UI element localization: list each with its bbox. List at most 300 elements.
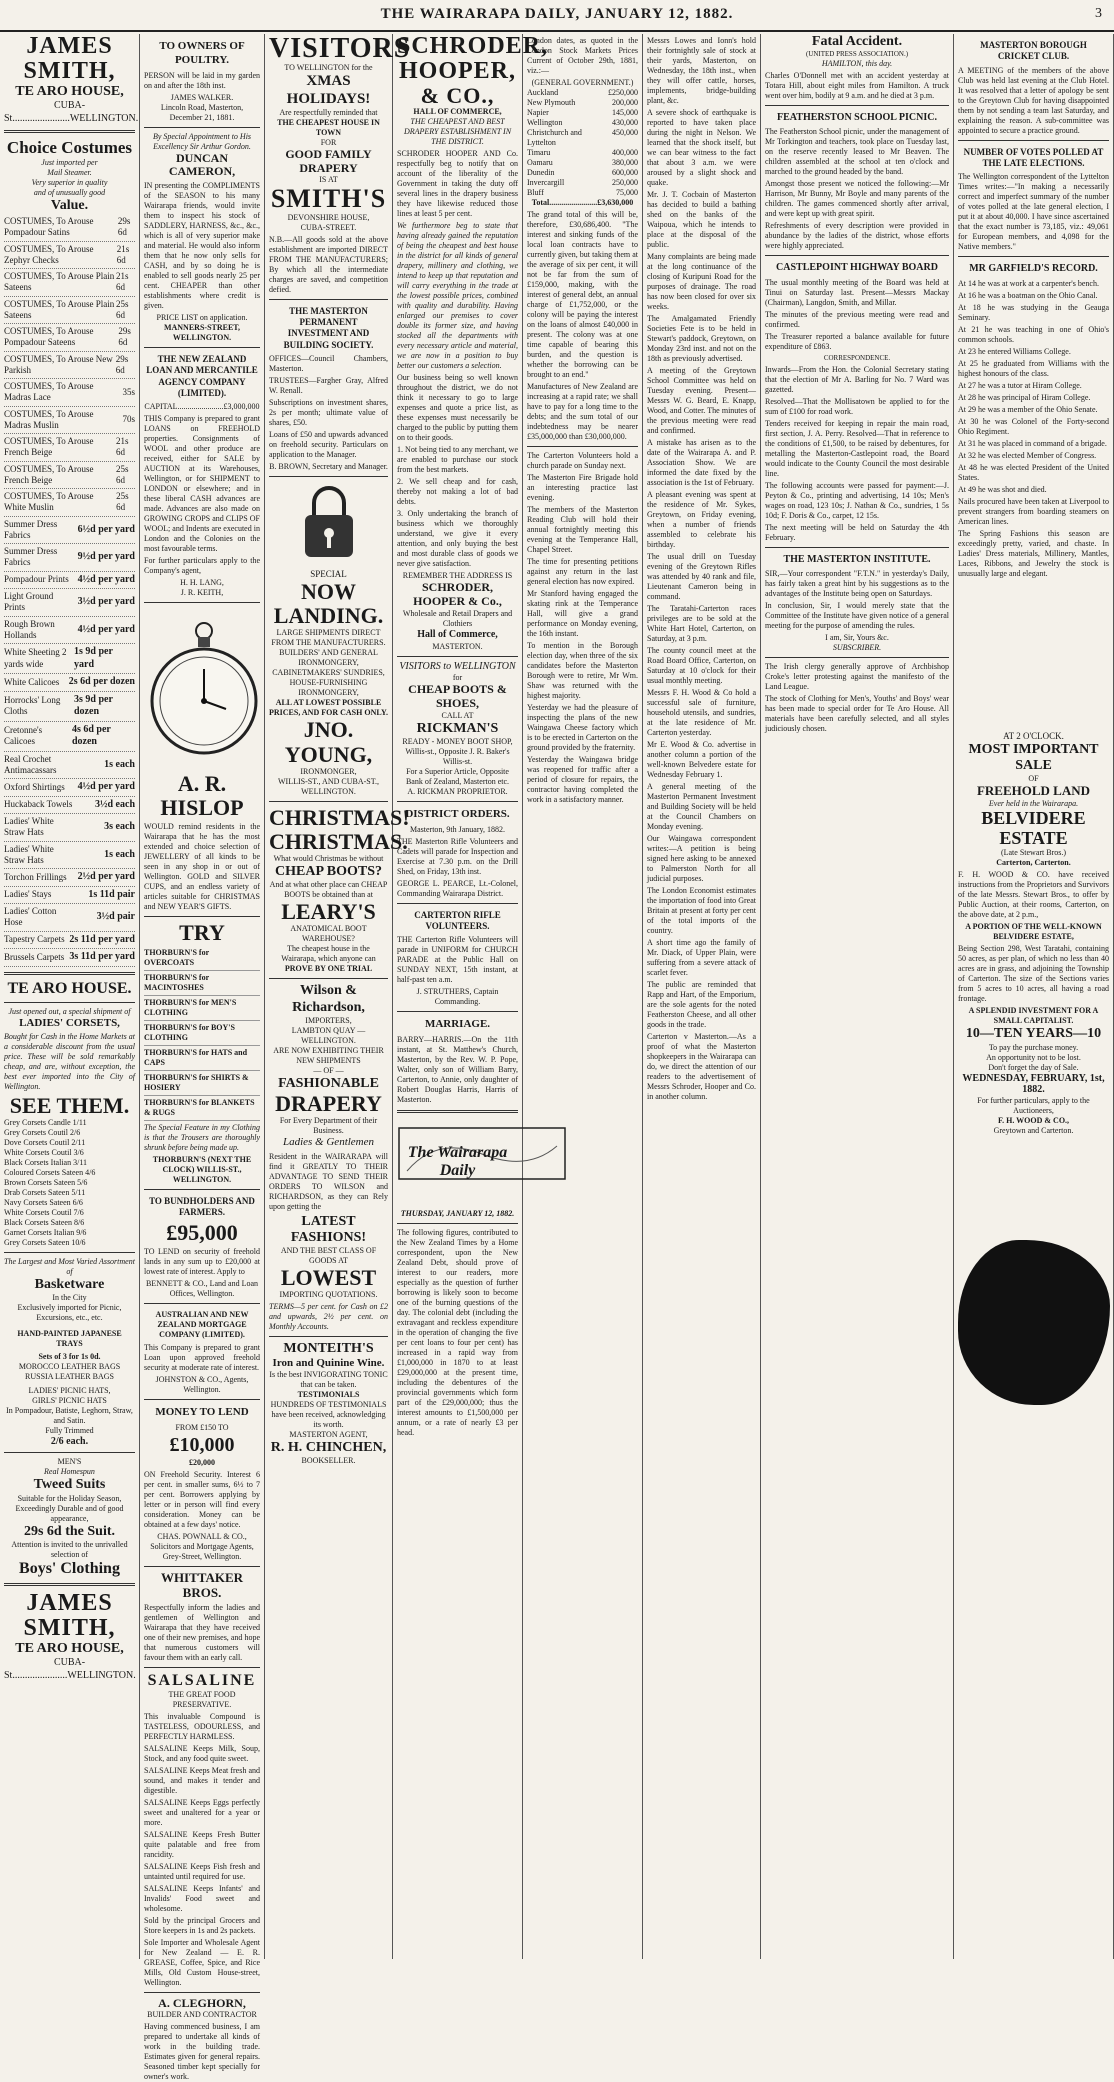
notice-body: BARRY—HARRIS.—On the 11th instant, at St. Matthew's Church, Masterton, by the Rev. W. P. Pope, Walter, only son of William Barry, Carterton, to Annie, only daughter of Robert Douglas Harris, Harris of Masterton. xyxy=(397,1034,518,1104)
goods-row xyxy=(4,544,135,572)
news-body: A mistake has arisen as to the date of the Wairarapa A. and P. Association Show. We are informed the date fixed by the association is the 1st of February. xyxy=(647,438,756,487)
goods-price: 3½d pair xyxy=(96,911,135,923)
goods-row xyxy=(4,752,135,780)
garfield-line: At 48 he was elected President of the United States. xyxy=(958,462,1109,482)
corset-row: White Corsets Coutil 3/6 xyxy=(4,1147,84,1157)
goods-price: 3s 9d per dozen xyxy=(74,693,113,718)
ad-line: Is the best INVIGORATING TONIC that can be taken. xyxy=(269,1369,388,1389)
ad-heading: THE NEW ZEALAND LOAN AND MERCANTILE AGENCY COMPANY (LIMITED). xyxy=(146,354,258,398)
corset-row: Drab Corsets Sateen 5/11 xyxy=(4,1187,86,1197)
news-body: Refreshments of every description were provided in abundance by the ladies of the district, whose efforts were highly appreciated. xyxy=(765,221,949,251)
ad-heading: LATEST FASHIONS! xyxy=(290,1213,367,1245)
garfield-line: At 27 he was a tutor at Hiram College. xyxy=(958,380,1082,390)
hats-line: GIRLS' PICNIC HATS xyxy=(32,1395,107,1405)
goods-price: 4s 6d per dozen xyxy=(71,723,111,748)
news-body: The Carterton Volunteers hold a church parade on Sunday next. xyxy=(527,451,638,470)
loan-value: 75,000 xyxy=(616,188,638,197)
loan-name: Dunedin xyxy=(527,168,555,177)
ad-body: TO LEND on security of freehold lands in any sum up to £20,000 at lowest rate of interest. Apply to xyxy=(144,1247,260,1277)
news-body: Messrs Lowes and Ionn's hold their fortnightly sale of stock at their yards, Masterton, on Wednesday, the 18th inst., when they will offer cattle, horses, implements, bridge-building plant, &c. xyxy=(647,36,756,105)
ad-body: This invaluable Compound is TASTELESS, ODOURLESS, and PERFECTLY HARMLESS. xyxy=(144,1711,260,1741)
corset-row: Dove Corsets Coutil 2/11 xyxy=(4,1137,86,1147)
garfield-line: At 49 he was shot and died. xyxy=(958,484,1047,494)
news-body: A general meeting of the Masterton Permanent Investment and Building Society will be held at the Council Chambers on Monday evening. xyxy=(647,782,756,831)
ad-heading: XMAS HOLIDAYS! xyxy=(286,73,371,107)
ad-line: MASTERTON AGENT, xyxy=(289,1429,368,1439)
news-body: Yesterday the Waingawa bridge was reopened for traffic after a period of closure for repairs, the contractor having completed the work in a satisfactory manner. xyxy=(527,755,638,804)
goods-row xyxy=(4,589,135,617)
ad-body: Sold by the principal Grocers and Store keepers in 1s and 2s packets. xyxy=(144,1915,260,1935)
mens-heading: Tweed Suits xyxy=(33,1477,106,1493)
costume-price: 21s 6d xyxy=(115,436,129,458)
divider xyxy=(144,602,260,603)
appointment-line: By Special Appointment to His Excellency Sir Arthur Gordon. xyxy=(152,131,252,151)
sub-line: Just imported per xyxy=(41,158,98,168)
costume-label: COSTUMES, To Arouse Plain Sateens xyxy=(4,271,115,293)
costume-price: 29s 6d xyxy=(118,326,131,348)
ad-line: Are respectfully reminded that xyxy=(279,107,378,117)
news-heading: FEATHERSTON SCHOOL PICNIC. xyxy=(777,111,937,123)
divider xyxy=(269,476,388,477)
bags-line: MOROCCO LEATHER BAGS xyxy=(18,1361,121,1371)
ad-line: HUNDREDS OF TESTIMONIALS have been received, acknowledging its worth. xyxy=(270,1399,387,1429)
news-body: The minutes of the previous meeting were read and confirmed. xyxy=(765,309,949,329)
costume-label: COSTUMES, To Arouse Pompadour Satins xyxy=(4,216,94,238)
costume-row xyxy=(4,489,135,517)
ad-line: FOR xyxy=(320,137,337,147)
ad-line: IRONMONGER, xyxy=(300,766,357,776)
ad-line: ARE NOW EXHIBITING THEIR NEW SHIPMENTS xyxy=(273,1045,384,1065)
ad-signature: J. R. KEITH, xyxy=(180,588,224,598)
special-label: SPECIAL xyxy=(310,568,347,579)
news-body: A MEETING of the members of the above Club was held last evening at the Club Hotel. It was resolved that a letter of apology be sent to the Greytown Club for having disappointed them by not sending a team last Saturday, and explaining the reason. A sub-committee was appointed to secure a practice ground. xyxy=(958,65,1109,135)
news-body: The county council meet at the Road Board Office, Carterton, on Saturday at 10 o'clock for their usual monthly meeting. xyxy=(647,646,756,685)
ad-signature: H. H. LANG, xyxy=(180,578,224,588)
divider xyxy=(397,903,518,904)
money-amount-small: £20,000 xyxy=(189,1458,215,1468)
loan-row xyxy=(527,128,638,148)
loan-name: Timaru xyxy=(527,148,551,157)
shop-name: TE ARO HOUSE, xyxy=(15,1641,124,1657)
ad-body: Resident in the WAIRARAPA will find it GREATLY TO THEIR ADVANTAGE TO SEND THEIR ORDERS TO WILSON and RICHARDSON, as they can Rely upon getting the xyxy=(269,1151,388,1211)
corset-row: Brown Corsets Sateen 5/6 xyxy=(4,1177,88,1187)
loan-value: £250,000 xyxy=(608,88,638,97)
news-body: The following accounts were passed for payment:—J. Peyton & Co., printing and advertising, 14 10s; Men's wages on road, 123 10s; J. Nathan & Co., sundries, 1 5s 10d; F. Doris & Co., carpet, 12 15s. xyxy=(765,480,949,520)
costume-price: 25s 6d xyxy=(116,491,129,513)
ad-body: Loans of £50 and upwards advanced on freehold security. Particulars on application to the Manager. xyxy=(269,429,388,459)
ad-line: CAPITAL.......................£3,000,000 xyxy=(144,402,260,412)
notice-heading: MARRIAGE. xyxy=(424,1018,491,1030)
news-body: The next meeting will be held on Saturday the 4th February. xyxy=(765,522,949,542)
goods-row xyxy=(4,674,135,692)
ad-signature: CHAS. POWNALL & CO., Solicitors and Mortgage Agents, Grey-Street, Wellington. xyxy=(150,1532,254,1562)
letter-signature: SUBSCRIBER. xyxy=(832,643,882,653)
loan-value: 200,000 xyxy=(612,98,638,107)
salsaline-line: SALSALINE Keeps Fish fresh and untainted until required for use. xyxy=(144,1861,260,1881)
ad-line: TESTIMONIALS xyxy=(297,1389,360,1399)
newspaper-title: THE WAIRARAPA DAILY, JANUARY 12, 1882. xyxy=(380,6,734,22)
loan-name: Wellington xyxy=(527,118,563,127)
divider xyxy=(765,255,949,256)
news-body: The Taratahi-Carterton races privileges are to be sold at the White Hart Hotel, Carterton, on Saturday, at 3 p.m. xyxy=(647,604,756,643)
goods-price: 2s 11d per yard xyxy=(69,933,135,945)
news-body: A meeting of the Greytown School Committee was held on Tuesday evening. Present—Messrs W. G. Beard, E. Knapp, Wood, and Cotter. The minutes of the previous meeting were read and confirmed. xyxy=(647,366,756,435)
blot-spacer xyxy=(958,581,1109,731)
goods-price: 1s 11d pair xyxy=(88,888,135,900)
sub-line: and of unusually good xyxy=(33,188,106,198)
ad-line: READY - MONEY BOOT SHOP, Willis-st., Opposite J. R. Baker's Willis-st. xyxy=(402,736,513,766)
ad-body: ON Freehold Security. Interest 6 per cent. in smaller sums, 6½ to 7 per cent. Borrowers applying by letter or in person will find every consideration. Money can be obtained at a few days' notice. xyxy=(144,1470,260,1530)
costume-list xyxy=(4,214,135,517)
news-subheading: CORRESPONDENCE. xyxy=(823,353,891,362)
garfield-line: At 18 he was studying in the Geauga Seminary. xyxy=(958,302,1109,322)
goods-label: Summer Dress Fabrics xyxy=(4,546,58,568)
ad-line: IMPORTING QUOTATIONS. xyxy=(279,1290,378,1300)
goods-price: 2s 6d per dozen xyxy=(68,676,135,688)
letter-body: SIR,—Your correspondent "F.T.N." in yesterday's Daily, has fairly taken a great hint by his suggestions as to the advantages of the Institute being open on Saturdays. xyxy=(765,569,949,599)
mens-line: Real Homespun xyxy=(44,1467,95,1477)
loan-name: Bluff xyxy=(527,188,544,197)
ad-heading: TO BUNDHOLDERS AND FARMERS. xyxy=(149,1195,255,1217)
goods-row xyxy=(4,644,135,674)
ad-line: Ever held in the Wairarapa. xyxy=(988,798,1079,808)
goods-price: 9½d per yard xyxy=(77,551,135,563)
loan-value: 430,000 xyxy=(612,118,638,127)
divider xyxy=(958,140,1109,141)
ad-heading: CHEAP BOOTS & SHOES, xyxy=(408,682,507,710)
ad-line: LARGE SHIPMENTS DIRECT FROM THE MANUFACTURERS. xyxy=(271,628,386,648)
news-body: Mr Stanford having engaged the skating rink at the Temperance Hall, will give a grand performance on Monday evening, the 16th instant. xyxy=(527,589,638,638)
goods-row xyxy=(4,842,135,870)
divider xyxy=(144,916,260,917)
loan-name: Invercargill xyxy=(527,178,565,187)
goods-row xyxy=(4,904,135,932)
advertiser-name: SCHRODER, HOOPER & Co., xyxy=(413,580,502,609)
page-number: 3 xyxy=(1095,6,1102,21)
news-body: Carterton v Masterton.—As a proof of what the Masterton shopkeepers in the Wairarapa can do, we direct the attention of our readers to the advertisement of Messrs Schroder, Hooper and Co. in another column. xyxy=(647,1032,756,1101)
ad-body: THIS Company is prepared to grant LOANS on FREEHOLD properties. Consignments of WOOL and other produce are received, either for SALE by AUCTION at its Warehouses, Wellington, or for SHIPMENT to LONDON or elsewhere; and in these liberal CASH advances are made. Advances are also made on GROWING CROPS and CLIPS OF WOOL; and Indents are executed in London and the Colonies on the most favourable terms. xyxy=(144,414,260,554)
divider xyxy=(765,547,949,548)
divider xyxy=(144,1992,260,1993)
ad-signature: B. BROWN, Secretary and Manager. xyxy=(269,461,388,471)
advertiser-name: DUNCAN CAMERON, xyxy=(168,150,236,179)
divider xyxy=(4,1252,135,1253)
news-dateline: HAMILTON, this day. xyxy=(821,58,893,68)
salsaline-list xyxy=(144,1744,260,1914)
ad-heading-visitors: VISITORS xyxy=(269,33,411,64)
corset-intro: Just opened out, a special shipment of xyxy=(8,1007,131,1016)
ad-line: ANATOMICAL BOOT WAREHOUSE? xyxy=(290,924,367,944)
goods-row xyxy=(4,887,135,905)
shop-address: CUBA-St......................WELLINGTON. xyxy=(4,1657,136,1681)
news-body: Mr E. Wood & Co. advertise in another column a portion of the well-known Belvedere estate for Wednesday February 1. xyxy=(647,740,756,779)
ad-line: (Late Stewart Bros.) xyxy=(1000,848,1067,858)
garfield-line: At 29 he was a member of the Ohio Senate. xyxy=(958,404,1098,414)
costume-label: COSTUMES, To Arouse Zephyr Checks xyxy=(4,243,94,265)
ad-body: OFFICES—Council Chambers, Masterton. xyxy=(269,353,388,373)
goods-row xyxy=(4,869,135,887)
goods-label: Tapestry Carpets xyxy=(4,934,65,945)
goods-row xyxy=(4,617,135,645)
notice-signature: J. STRUTHERS, Captain Commanding. xyxy=(416,987,499,1006)
news-heading: Fatal Accident. xyxy=(811,34,903,49)
sale-date: WEDNESDAY, FEBRUARY, 1st, 1882. xyxy=(962,1072,1105,1096)
corset-row: Grey Corsets Sateen 10/6 xyxy=(4,1237,86,1247)
garfield-line: At 30 he was Colonel of the Forty-second Ohio Regiment. xyxy=(958,416,1109,436)
news-heading: MR GARFIELD'S RECORD. xyxy=(969,263,1098,274)
masthead xyxy=(0,0,1114,32)
news-subheading: (UNITED PRESS ASSOCIATION.) xyxy=(805,50,909,59)
issue-date: THURSDAY, JANUARY 12, 1882. xyxy=(400,1208,515,1218)
ad-heading: NOW LANDING. xyxy=(273,579,384,629)
advertiser-name: A. R. HISLOP xyxy=(160,771,244,821)
goods-price: 6½d per yard xyxy=(77,523,135,535)
advertiser-name: JNO. YOUNG, xyxy=(284,717,373,767)
ad-line: Lincoln Road, Masterton, xyxy=(160,102,244,112)
divider xyxy=(144,1189,260,1190)
ad-body: Having commenced business, I am prepared to undertake all kinds of work in the building trade. Estimates given for general repairs. Seasoned timber kept specially for owner's work. xyxy=(144,2022,260,2082)
ad-signature: BENNETT & CO., Land and Loan Offices, Wellington. xyxy=(145,1279,259,1299)
costume-label: COSTUMES, To Arouse Pompadour Sateens xyxy=(4,326,94,348)
advertiser-name: SCHRODER, xyxy=(397,33,549,59)
costume-label: COSTUMES, To Arouse White Muslin xyxy=(4,491,94,513)
news-body: London dates, as quoted in the London Stock Markets Prices Current of October 29th, 1881, viz.:— xyxy=(527,36,638,75)
news-body: The Masterton Fire Brigade hold an interesting practice last evening. xyxy=(527,473,638,502)
loans-total: Total........................£3,630,000 xyxy=(531,198,634,207)
sub-line: Value. xyxy=(50,198,89,214)
news-body: Yesterday we had the pleasure of inspecting the plans of the new Waingawa Cheese factory which is to be erected in Carterton on the ground provided by the fraternity. xyxy=(527,703,638,752)
hats-line: In Pompadour, Batiste, Leghorn, Straw, and Satin. xyxy=(6,1405,133,1425)
costume-price: 25s 6d xyxy=(115,463,129,485)
divider xyxy=(397,656,518,657)
ad-line: DEVONSHIRE HOUSE, xyxy=(287,212,370,222)
salsaline-line: SALSALINE Keeps Meat fresh and sound, and makes it tender and digestible. xyxy=(144,1765,260,1795)
goods-price: 4½d per yard xyxy=(77,623,135,635)
ad-heading: LOWEST xyxy=(280,1264,377,1290)
divider xyxy=(144,1667,260,1668)
loan-value: 600,000 xyxy=(612,168,638,177)
divider xyxy=(958,256,1109,257)
ad-heading: CHRISTMAS! xyxy=(269,804,410,830)
corset-row: Black Corsets Sateen 8/6 xyxy=(4,1217,85,1227)
corset-row: Coloured Corsets Sateen 4/6 xyxy=(4,1167,96,1177)
advertiser-name: JAMES SMITH, xyxy=(23,33,116,85)
mens-price: 29s 6d the Suit. xyxy=(23,1523,116,1539)
divider xyxy=(144,127,260,128)
goods-label: Rough Brown Hollands xyxy=(4,618,55,640)
costume-row xyxy=(4,434,135,462)
costume-label: COSTUMES, To Arouse New Parkish xyxy=(4,353,113,375)
news-body: A severe shock of earthquake is reported to have taken place during the night in Nelson. We learned that the shock itself, but we can bear witness to the fact that about 3 a.m. we were aroused by a slight shock and quake. xyxy=(647,108,756,187)
ad-line: BUILDERS' AND GENERAL IRONMONGERY, CABINETMAKERS' SUNDRIES, HOUSE-FURNISHING IRONMONGERY, xyxy=(272,648,385,698)
ad-body: Our business being so well known throughout the district, we do not think it necessary to go to large expenses and quote a price list, as these expenses must necessarily be charged to the public by putting them on to their goods. xyxy=(397,373,518,443)
thorburn-line: THORBURN'S for SHIRTS & HOSIERY xyxy=(144,1071,260,1096)
trays-price: Sets of 3 for 1s 0d. xyxy=(38,1351,101,1361)
ad-heading: Iron and Quinine Wine. xyxy=(272,1357,385,1370)
goods-label: Cretonne's Calicoes xyxy=(4,724,43,747)
sale-time: AT 2 O'CLOCK. xyxy=(1003,730,1064,741)
news-heading: NUMBER OF VOTES POLLED AT THE LATE ELECTIONS. xyxy=(963,146,1104,168)
hats-line: Fully Trimmed xyxy=(45,1425,94,1435)
ad-line: A PORTION OF THE WELL-KNOWN BELVIDERE ESTATE, xyxy=(965,922,1102,942)
goods-row xyxy=(4,692,135,722)
ad-heading: FREEHOLD LAND xyxy=(976,782,1091,798)
ad-heading-try: TRY xyxy=(179,920,225,946)
goods-row xyxy=(4,814,135,842)
letter-body: In conclusion, Sir, I would merely state that the Committee of the Institute have given notice of a general meeting for the purpose of amending the rules. xyxy=(765,601,949,631)
corset-list xyxy=(4,1118,135,1248)
basket-line: In the City xyxy=(52,1292,87,1302)
divider xyxy=(4,1583,135,1586)
loan-value: 250,000 xyxy=(612,178,638,187)
ad-body: TRUSTEES—Fargher Gray, Alfred W. Renall. xyxy=(269,375,388,395)
ad-body: F. H. WOOD & CO. have received instructions from the Proprietors and Survivors of the late Messrs. Stewart Bros., to offer by Public Auction, at their rooms, Carterton, on the above date, at 2 p.m., xyxy=(958,870,1109,920)
goods-price: 1s each xyxy=(104,758,135,770)
loan-amount: £95,000 xyxy=(166,1220,238,1246)
ad-line: BUILDER AND CONTRACTOR xyxy=(147,2010,257,2020)
divider xyxy=(4,130,135,133)
goods-price: 3s 11d per yard xyxy=(69,951,135,963)
ad-line: PRICE LIST on application. xyxy=(156,313,248,323)
heading-costumes: Choice Costumes xyxy=(6,138,133,158)
goods-label: White Calicoes xyxy=(4,676,60,687)
costume-row xyxy=(4,324,135,352)
ad-body: TERMS—5 per cent. for Cash on £2 and upwards, 2½ per cent. on Monthly Accounts. xyxy=(269,1302,388,1332)
ad-heading: 10—TEN YEARS—10 xyxy=(965,1026,1102,1042)
notice-heading: DISTRICT ORDERS. xyxy=(405,807,510,820)
hats-price: 2/6 each. xyxy=(50,1435,89,1447)
goods-label: Ladies' Stays xyxy=(4,889,52,900)
garfield-line: At 14 he was at work at a carpenter's bench. xyxy=(958,278,1099,288)
ad-line: For a Superior Article, Opposite Bank of Zealand, Masterton etc. xyxy=(405,766,510,786)
garfield-line: At 16 he was a boatman on the Ohio Canal. xyxy=(958,290,1098,300)
divider xyxy=(4,1452,135,1453)
ad-heading: CHEAP BOOTS? xyxy=(275,864,382,880)
sub-line: Very superior in quality xyxy=(31,178,108,188)
thorburn-line: THORBURN'S for HATS and CAPS xyxy=(144,1046,260,1071)
garfield-line: At 28 he was principal of Hiram College. xyxy=(958,392,1091,402)
news-body: Charles O'Donnell met with an accident yesterday at Totara Hill, about eight miles from Hamilton. A truck went over him, bodily at 9 a.m. and he died at 3 p.m. xyxy=(765,70,949,100)
ad-line: HALL OF COMMERCE, xyxy=(413,107,502,117)
column-8 xyxy=(954,34,1114,1959)
divider xyxy=(144,1303,260,1304)
loan-row xyxy=(527,88,638,98)
ad-heading: VISITORS to WELLINGTON xyxy=(399,660,516,672)
corset-body: Bought for Cash in the Home Markets at a considerable discount from the usual price. These will be sold remarkably cheap, and are, without exception, the best ever imported into the City of Wellington. xyxy=(4,1031,135,1091)
corset-row: White Corsets Coutil 7/6 xyxy=(4,1207,84,1217)
ad-line: AND THE BEST CLASS OF GOODS AT xyxy=(280,1245,377,1265)
ad-line: The cheapest house in the Wairarapa, which anyone can xyxy=(281,944,376,964)
loan-row xyxy=(527,118,638,128)
column-3 xyxy=(265,33,411,1959)
loan-row xyxy=(527,168,638,178)
ad-line: An opportunity not to be lost. xyxy=(986,1052,1081,1062)
ad-body: This Company is prepared to grant Loan upon approved freehold security at moderate rate of interest. xyxy=(144,1343,260,1373)
ad-line: THE CHEAPEST AND BEST DRAPERY ESTABLISHMENT IN THE DISTRICT. xyxy=(403,117,512,147)
thorburn-line: THORBURN'S for OVERCOATS xyxy=(144,946,260,971)
ad-heading: SALSALINE xyxy=(147,1671,257,1689)
news-body: The members of the Masterton Reading Club will hold their annual fortnightly meeting this evening at the Temperance Hall, Chapel Street. xyxy=(527,505,638,554)
costume-price: 35s xyxy=(122,386,135,397)
news-body: The usual drill on Tuesday evening of the Greytown Rifles was attended by 40 rank and file, Lieutenant Cameron being in command. xyxy=(647,552,756,601)
loan-name: Auckland xyxy=(527,88,559,97)
news-body: Manufactures of New Zealand are increasing at a rapid rate; we shall have to pay for a long time to the debts; and the sum total of our indebtedness may be nearer £35,000,000 than £30,000,000. xyxy=(527,382,638,441)
goods-row xyxy=(4,517,135,545)
corset-row: Grey Corsets Coutil 2/6 xyxy=(4,1127,81,1137)
goods-price: 4½d per yard xyxy=(77,573,135,585)
ad-body: N.B.—All goods sold at the above establishment are imported DIRECT FROM THE MANUFACTURERS; By which all the intermediate charges are saved, and competition defied. xyxy=(269,234,388,294)
column-5 xyxy=(523,34,643,1959)
salsaline-line: SALSALINE Keeps Fresh Butter quite palatable and free from rancidity. xyxy=(144,1829,260,1859)
ad-line: MASTERTON. xyxy=(432,641,483,651)
ad-line: OF xyxy=(1028,773,1039,783)
news-body: Messrs F. H. Wood & Co hold a successful sale of furniture, household utensils, and sundries, at the late residence of Mr. Carterton yesterday. xyxy=(647,688,756,737)
loan-name: Napier xyxy=(527,108,549,117)
ad-heading: CHRISTMAS. xyxy=(269,828,408,854)
ad-body: Sole Importer and Wholesale Agent for New Zealand — E. R. GREASE, Coffee, Spice, and Rice Mills, Old Custom House-street, Wellington. xyxy=(144,1937,260,1987)
ad-line: LAMBTON QUAY — WELLINGTON. xyxy=(291,1025,366,1045)
ad-heading: MOST IMPORTANT SALE xyxy=(968,741,1099,773)
ad-heading: DRAPERY xyxy=(275,1090,382,1116)
divider xyxy=(527,446,638,447)
news-body: Resolved—That the Mollisatown be applied to for the sum of £100 for road work. xyxy=(765,396,949,416)
corset-row: Black Corsets Italian 3/11 xyxy=(4,1157,88,1167)
ad-signature: JOHNSTON & CO., Agents, Wellington. xyxy=(155,1375,249,1395)
thorburn-list xyxy=(144,946,260,1121)
mens-line: Suitable for the Holiday Season, Exceedingly Durable and of good appearance, xyxy=(15,1493,124,1523)
news-body: The Treasurer reported a balance available for future expenditure of £863. xyxy=(765,331,949,351)
ad-line: For Every Department of their Business. xyxy=(279,1115,378,1135)
advertiser-name: MONTEITH'S xyxy=(283,1341,374,1357)
advertiser-name: HOOPER, xyxy=(398,58,516,85)
ad-heading: MONEY TO LEND xyxy=(155,1406,249,1419)
divider xyxy=(765,105,949,106)
ad-line: TO WELLINGTON for the xyxy=(284,63,373,73)
ad-line: To pay the purchase money. xyxy=(988,1042,1079,1052)
basket-line: The Largest and Most Varied Assortment of xyxy=(4,1256,135,1276)
divider xyxy=(269,801,388,802)
garfield-line: At 25 he graduated from Williams with the highest honours of the class. xyxy=(958,358,1109,378)
news-body: The London Economist estimates the importation of food into Great Britain at present at forty per cent of the total imports of the country. xyxy=(647,886,756,935)
see-them: SEE THEM. xyxy=(9,1092,130,1118)
goods-label: Ladies' White Straw Hats xyxy=(4,816,54,838)
news-body: The Featherston School picnic, under the management of Mr Torkington and teachers, took place on Tuesday last, on the reserve recently leased to Mr Beaven. The children assembled at the school at ten o'clock and marched to the ground headed by the band. xyxy=(765,127,949,177)
goods-price: 1s each xyxy=(104,848,135,860)
goods-label: Ladies' White Straw Hats xyxy=(4,843,54,865)
divider xyxy=(269,1336,388,1337)
ad-heading: THE MASTERTON PERMANENT INVESTMENT AND BUILDING SOCIETY. xyxy=(283,305,374,350)
ad-heading: AUSTRALIAN AND NEW ZEALAND MORTGAGE COMPANY (LIMITED). xyxy=(155,1310,249,1340)
estate-name: BELVIDERE ESTATE xyxy=(981,807,1086,848)
loan-name: Christchurch and Lyttelton xyxy=(527,128,582,147)
goods-row xyxy=(4,572,135,590)
shop-name: TE ARO HOUSE, xyxy=(15,84,124,100)
notice-body: GEORGE L. PEARCE, Lt.-Colonel, Commanding Wairarapa District. xyxy=(397,878,518,898)
advertiser-name: JAMES SMITH, xyxy=(23,1590,116,1642)
news-body: Mr. J. T. Cocbain of Masterton has decided to build a bathing shed on the banks of the Waipoua, which he intends to place at the disposal of the public. xyxy=(647,190,756,249)
editorial-body: The following figures, contributed to the New Zealand Times by a Home correspondent, upon the New Zealand Debt, should prove of interest to our readers, more especially as the question of further borrowing is likely soon to become one of the burning questions of the day. The colonial debt (including the extravagant and reckless expenditure in the operation of changing the five per cent loans to four per cent) has increased in a rapid way from £1,000,000 in 1870 to at least £29,000,000 at the present time, including the debentures of the provincial governments which form part of the £29,000,000; thus the interest amounts to £1,500,000 per annum, or a rate of nearly £3 per head. xyxy=(397,1227,518,1437)
ad-body: SCHRODER HOOPER AND Co. respectfully beg to notify that on account of the liberality of the Government in taking the duty off several lines in the drapery business they have likewise reduced those lines at least 5 per cent. xyxy=(397,149,518,219)
advertiser-name: R. H. CHINCHEN, xyxy=(270,1439,387,1455)
goods-price: 3½d per yard xyxy=(77,596,135,608)
costume-price: 21s 6d xyxy=(116,243,130,265)
salsaline-line: SALSALINE Keeps Milk, Soup, Stock, and any food quite sweet. xyxy=(144,1743,260,1763)
news-body: Many complaints are being made at the long continuance of the closing of Kuripuni Road for the purposes of drainage. The road has now been closed for over six weeks. xyxy=(647,252,756,311)
costume-label: COSTUMES, To Arouse French Beige xyxy=(4,463,94,485)
ad-line: And at what other place can CHEAP BOOTS be obtained than at xyxy=(269,880,388,900)
goods-label: Huckaback Towels xyxy=(4,799,73,810)
divider xyxy=(397,1223,518,1224)
